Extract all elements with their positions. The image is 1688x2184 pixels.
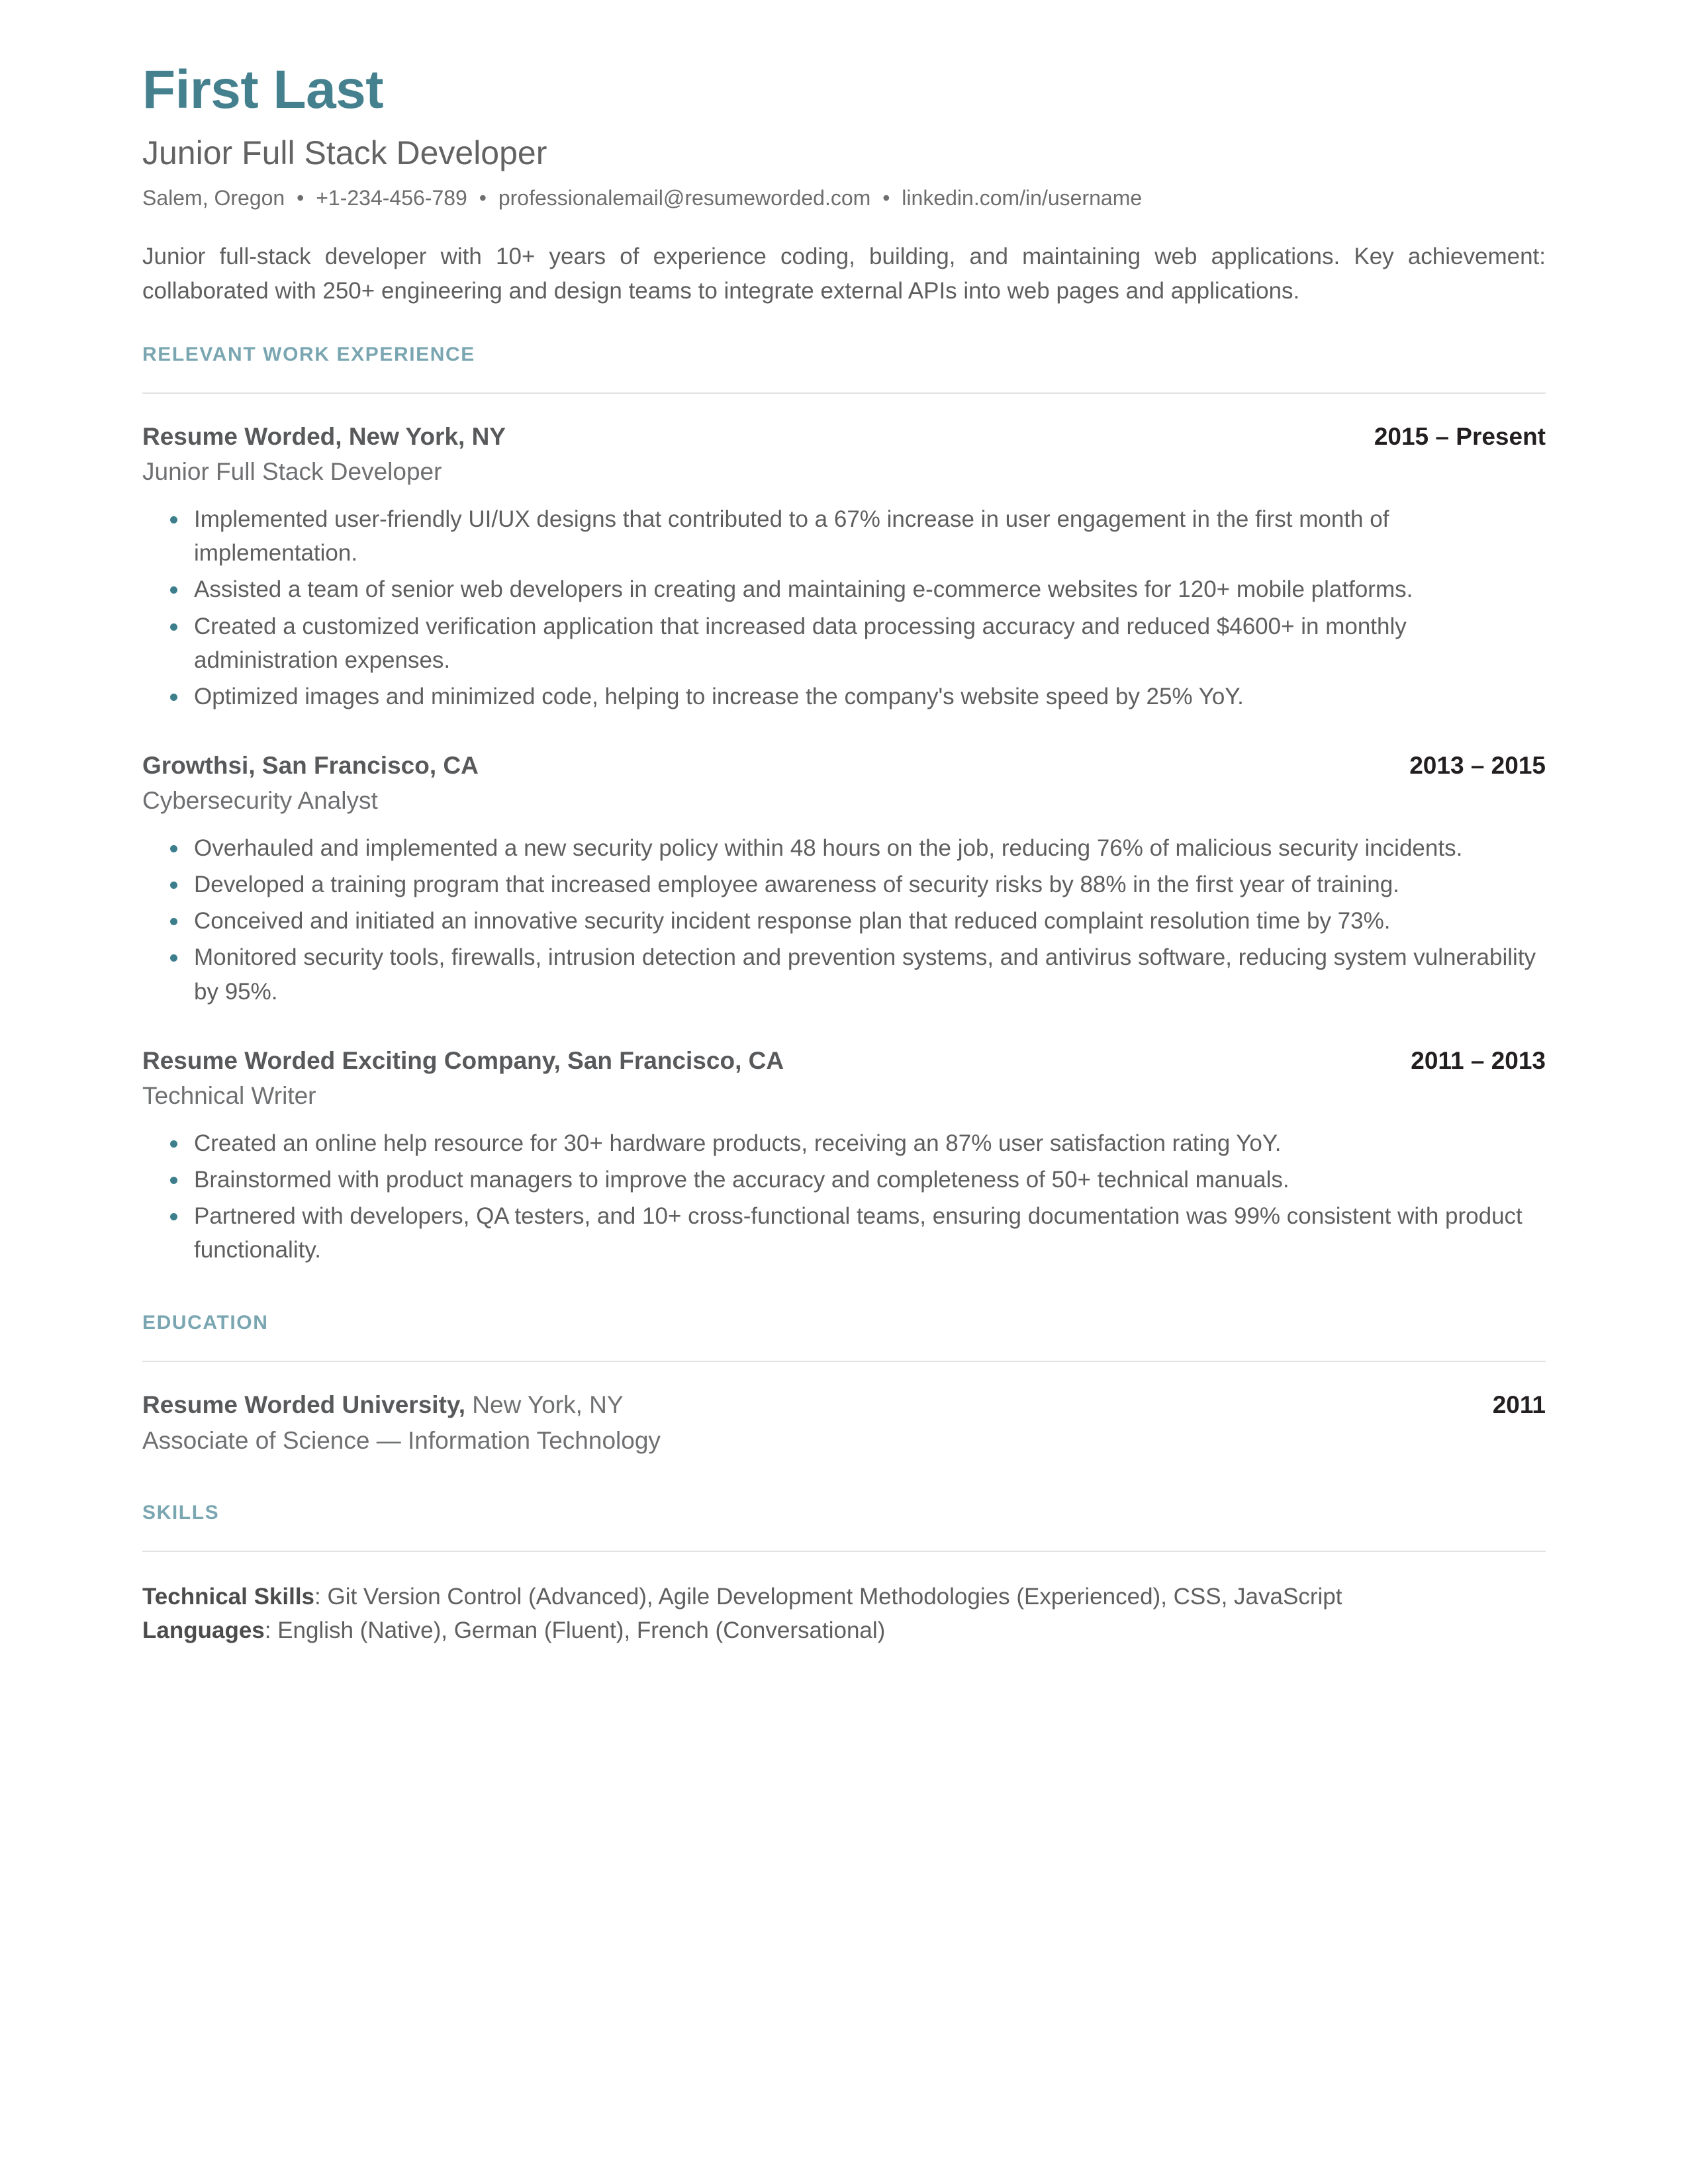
contact-separator-icon: • [479,185,487,210]
candidate-headline: Junior Full Stack Developer [142,134,547,171]
employer-name: Growthsi, San Francisco, CA [142,751,479,779]
school-location: New York, NY [465,1391,624,1419]
skills-list [142,1580,1546,1649]
list-item: Brainstormed with product managers to improve the accuracy and completeness of 50+ technical manuals. [142,1163,1546,1197]
section-title-education: EDUCATION [142,1312,269,1334]
entry-spacer [142,720,1546,751]
section-divider [142,1361,1546,1362]
experience-entry-header [142,1046,1546,1076]
skill-row [142,1614,1546,1648]
list-item: Monitored security tools, firewalls, intrusion detection and prevention systems, and antivirus software, reducing system vulnerability by 95%. [142,940,1546,1008]
experience-list [142,422,1546,1267]
section-title-skills: SKILLS [142,1501,220,1524]
contact-email[interactable]: professionalemail@resumeworded.com [498,185,871,210]
skill-category-label: Technical Skills [142,1583,315,1610]
list-item: Created a customized verification application that increased data processing accuracy and reduced $4600+ in monthly administration expenses. [142,610,1546,677]
list-item: Partnered with developers, QA testers, and 10+ cross-functional teams, ensuring documentation was 99% consistent with product functionality. [142,1199,1546,1267]
professional-summary: Junior full-stack developer with 10+ years of experience coding, building, and maintaining web applications. Key achievement: collaborated with 250+ engineering and design teams to integrate external APIs into web pages and applications. [142,243,1546,304]
list-item: Created an online help resource for 30+ hardware products, receiving an 87% user satisfaction rating YoY. [142,1126,1546,1160]
experience-entry-header [142,422,1546,452]
list-item: Assisted a team of senior web developers in creating and maintaining e-commerce websites for 120+ mobile platforms. [142,572,1546,606]
candidate-name: First Last [142,60,384,120]
skill-category-values: : Git Version Control (Advanced), Agile Development Methodologies (Experienced), CSS, JavaScript [314,1583,1342,1610]
achievement-list [142,831,1546,1008]
section-spacer [142,1273,1546,1312]
experience-entry [142,1046,1546,1267]
contact-separator-icon: • [882,185,890,210]
contact-linkedin[interactable]: linkedin.com/in/username [902,185,1143,210]
education-entry-header [142,1390,1546,1420]
section-divider [142,392,1546,394]
list-item: Implemented user-friendly UI/UX designs that contributed to a 67% increase in user engagement in the first month of implementation. [142,502,1546,570]
employment-dates: 2011 – 2013 [1411,1046,1546,1074]
list-item: Conceived and initiated an innovative security incident response plan that reduced complaint resolution time by 73%. [142,904,1546,938]
employment-dates: 2015 – Present [1374,422,1546,450]
skill-category-values: : English (Native), German (Fluent), French (Conversational) [264,1617,886,1644]
list-item: Optimized images and minimized code, helping to increase the company's website speed by 25% YoY. [142,680,1546,713]
skill-category-label: Languages [142,1617,265,1644]
experience-entry [142,751,1546,1009]
list-item: Developed a training program that increased employee awareness of security risks by 88% in the first year of training. [142,868,1546,901]
employment-dates: 2013 – 2015 [1409,751,1546,779]
entry-spacer [142,1015,1546,1046]
experience-entry-header [142,751,1546,781]
employer-name: Resume Worded Exciting Company, San Francisco, CA [142,1046,784,1074]
list-item: Overhauled and implemented a new security policy within 48 hours on the job, reducing 76% of malicious security incidents. [142,831,1546,865]
school-name [142,1390,624,1420]
job-title: Cybersecurity Analyst [142,787,378,815]
job-title: Technical Writer [142,1081,316,1109]
achievement-list [142,1126,1546,1267]
graduation-year: 2011 [1492,1391,1546,1419]
skill-row [142,1580,1546,1614]
degree-name: Associate of Science — Information Technology [142,1426,661,1454]
section-title-experience: RELEVANT WORK EXPERIENCE [142,343,475,365]
achievement-list [142,502,1546,713]
job-title: Junior Full Stack Developer [142,458,442,486]
contact-phone: +1-234-456-789 [316,185,467,210]
employer-name: Resume Worded, New York, NY [142,422,506,450]
experience-entry [142,422,1546,713]
resume-header [142,60,1546,309]
contact-line [142,185,1546,210]
contact-separator-icon: • [297,185,305,210]
contact-location: Salem, Oregon [142,185,285,210]
section-spacer [142,1463,1546,1502]
education-entry [142,1390,1546,1456]
section-divider [142,1551,1546,1552]
school-name-bold: Resume Worded University, [142,1391,465,1419]
